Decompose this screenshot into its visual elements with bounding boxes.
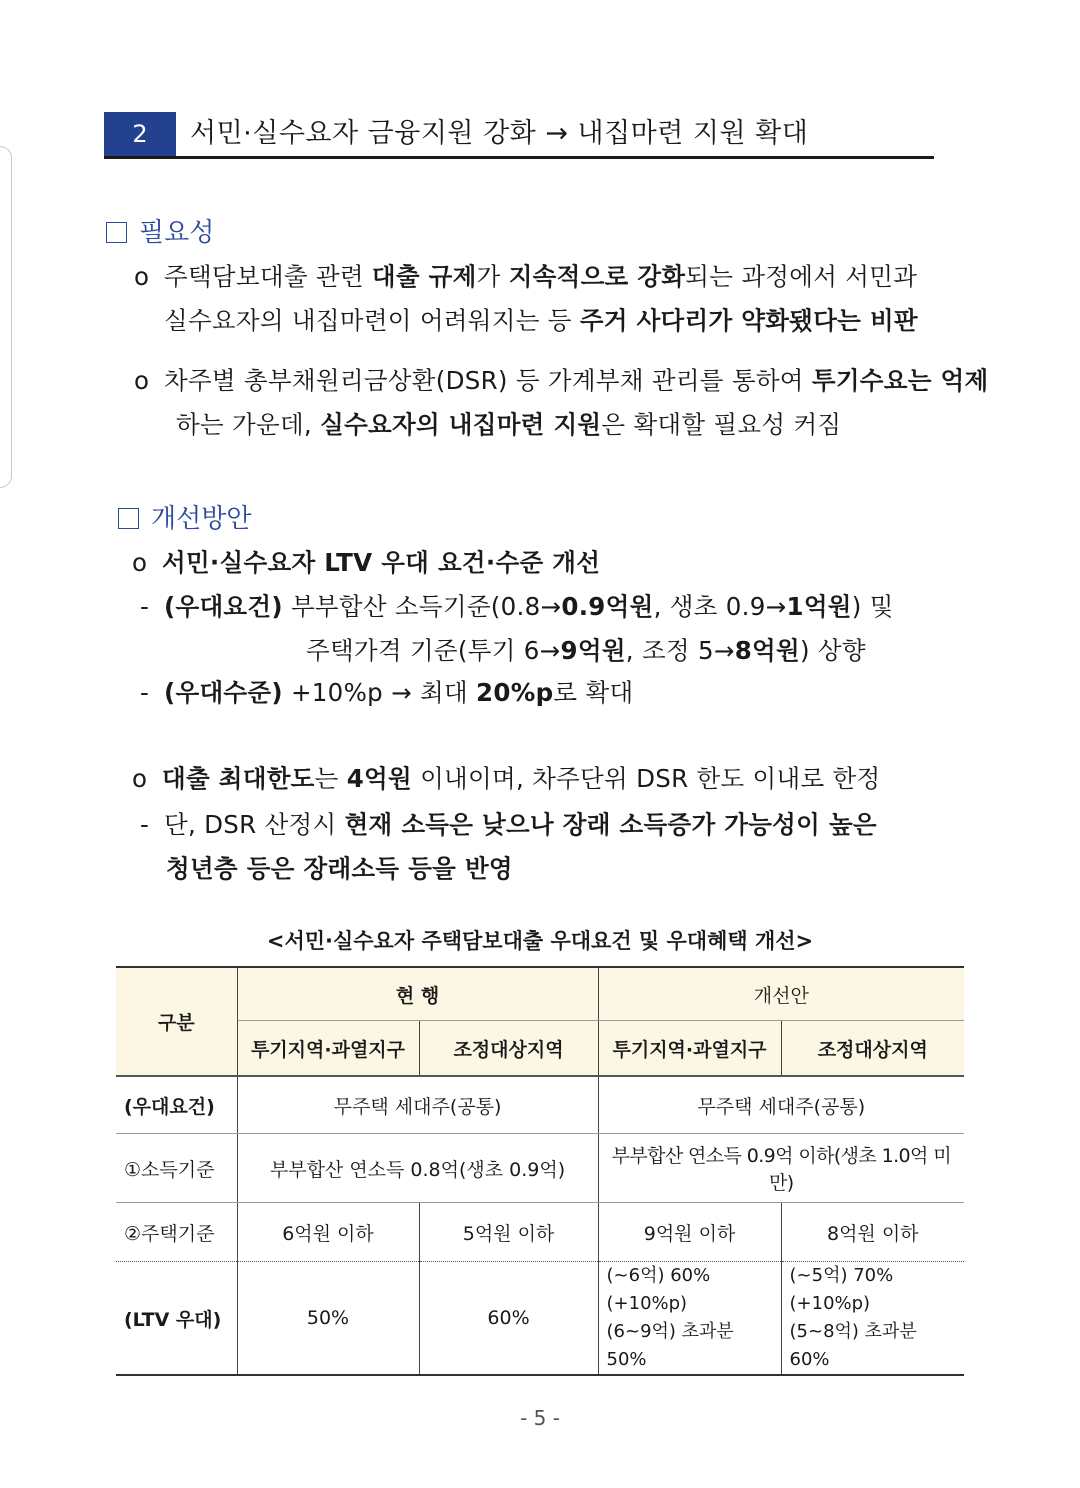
section-title-text: 서민·실수요자 금융지원 강화 → 내집마련 지원 확대 <box>190 118 809 149</box>
necessity-p1-line1 <box>134 260 917 294</box>
text-run: 로 확대 <box>553 678 634 707</box>
cell-new-requirement: 무주택 세대주(공통) <box>598 1076 964 1134</box>
title-underline <box>104 156 934 159</box>
circle-bullet: o <box>134 366 150 395</box>
improvement-p1 <box>132 546 600 580</box>
table-header-row <box>116 967 964 1021</box>
text-run-bold: 0.9억원 <box>561 592 654 621</box>
text-run-bold: 대출 최대한도 <box>162 764 315 793</box>
text-run: 부부합산 소득기준(0.8→ <box>282 592 562 621</box>
improvement-d1-line2 <box>306 634 866 668</box>
dash-bullet: - <box>140 810 150 839</box>
text-run-bold: 지속적으로 강화 <box>508 262 686 291</box>
ltv-line: (~6억) 60%(+10%p) <box>606 1265 711 1314</box>
row-label-ltv: (LTV 우대) <box>116 1262 237 1376</box>
text-run-bold: 9억원 <box>560 636 626 665</box>
text-run-bold: 8억원 <box>734 636 800 665</box>
cell-current-ltv-adjusted: 60% <box>419 1262 598 1376</box>
text-run-bold: 4억원 <box>346 764 412 793</box>
text-run: 단, DSR 산정시 <box>164 810 345 839</box>
text-run-bold: 주거 사다리가 약화됐다는 비판 <box>579 306 918 335</box>
row-label-income: ①소득기준 <box>116 1134 237 1203</box>
circle-bullet: o <box>134 262 150 291</box>
checkbox-square-icon <box>106 222 127 243</box>
header-current-speculative: 투기지역·과열지구 <box>237 1021 419 1077</box>
header-new-adjusted: 조정대상지역 <box>781 1021 964 1077</box>
text-run: ) 상향 <box>799 636 866 665</box>
circle-bullet: o <box>132 764 148 793</box>
text-run: 하는 가운데, <box>176 410 321 439</box>
page-edge <box>0 146 12 488</box>
text-run-bold: 현재 소득은 낮으나 장래 소득증가 가능성이 높은 <box>344 810 877 839</box>
cell-current-house-adjusted: 5억원 이하 <box>419 1203 598 1262</box>
improvement-heading-text: 개선방안 <box>151 504 252 534</box>
improvement-d2 <box>140 676 633 710</box>
ltv-line: (5~8억) 초과분 60% <box>789 1321 917 1370</box>
text-run: 는 <box>314 764 347 793</box>
text-run-bold: 1억원 <box>786 592 852 621</box>
text-run-bold: (우대요건) <box>164 592 283 621</box>
text-run: , 생초 0.9→ <box>653 592 787 621</box>
text-run: 주택담보대출 관련 <box>164 262 372 291</box>
text-run-bold: 대출 규제 <box>371 262 477 291</box>
table-row <box>116 1203 964 1262</box>
table-row <box>116 1076 964 1134</box>
cell-current-ltv-speculative: 50% <box>237 1262 419 1376</box>
cell-new-income: 부부합산 연소득 0.9억 이하(생초 1.0억 미만) <box>598 1134 964 1203</box>
text-run: 주택가격 기준(투기 6→ <box>306 636 561 665</box>
cell-current-requirement: 무주택 세대주(공통) <box>237 1076 598 1134</box>
dash-bullet: - <box>140 592 150 621</box>
comparison-table <box>116 966 964 1376</box>
text-run: 은 확대할 필요성 커짐 <box>601 410 842 439</box>
text-run: 가 <box>476 262 509 291</box>
necessity-heading <box>106 216 214 250</box>
header-current: 현 행 <box>237 967 598 1021</box>
text-run-bold: 실수요자의 내집마련 지원 <box>320 410 602 439</box>
dash-bullet: - <box>140 678 150 707</box>
header-category: 구분 <box>116 967 237 1076</box>
header-new: 개선안 <box>598 967 964 1021</box>
circle-bullet: o <box>132 548 148 577</box>
row-label-house: ②주택기준 <box>116 1203 237 1262</box>
checkbox-square-icon <box>118 508 139 529</box>
necessity-heading-text: 필요성 <box>139 218 215 248</box>
header-new-speculative: 투기지역·과열지구 <box>598 1021 781 1077</box>
text-run-bold: (우대수준) <box>164 678 283 707</box>
cell-new-house-speculative: 9억원 이하 <box>598 1203 781 1262</box>
row-label-requirement: (우대요건) <box>116 1076 237 1134</box>
improvement-d3-line1 <box>140 808 877 842</box>
ltv-line: (~5억) 70%(+10%p) <box>789 1265 894 1314</box>
text-run: 실수요자의 내집마련이 어려워지는 등 <box>164 306 580 335</box>
cell-new-ltv-speculative <box>598 1262 781 1376</box>
text-run: ) 및 <box>851 592 894 621</box>
header-current-adjusted: 조정대상지역 <box>419 1021 598 1077</box>
cell-new-house-adjusted: 8억원 이하 <box>781 1203 964 1262</box>
text-run: 되는 과정에서 서민과 <box>685 262 918 291</box>
text-run-bold: 서민·실수요자 LTV 우대 요건·수준 개선 <box>162 548 601 577</box>
improvement-heading <box>118 502 251 536</box>
necessity-p1-line2 <box>164 304 918 338</box>
improvement-d3-line2 <box>166 852 513 886</box>
table-row <box>116 1134 964 1203</box>
text-run: 차주별 총부채원리금상환(DSR) 등 가계부채 관리를 통하여 <box>164 366 812 395</box>
section-title <box>104 112 934 158</box>
cell-current-house-speculative: 6억원 이하 <box>237 1203 419 1262</box>
necessity-p2-line2 <box>176 408 841 442</box>
cell-current-income: 부부합산 연소득 0.8억(생초 0.9억) <box>237 1134 598 1203</box>
text-run-bold: 20%p <box>476 678 554 707</box>
cell-new-ltv-adjusted <box>781 1262 964 1376</box>
text-run-bold: 청년층 등은 장래소득 등을 반영 <box>166 854 513 883</box>
ltv-line: (6~9억) 초과분 50% <box>606 1321 734 1370</box>
improvement-d1-line1 <box>140 590 894 624</box>
table-caption: <서민·실수요자 주택담보대출 우대요건 및 우대혜택 개선> <box>266 929 814 953</box>
section-number: 2 <box>104 112 176 156</box>
text-run: 이내이며, 차주단위 DSR 한도 이내로 한정 <box>411 764 881 793</box>
text-run: , 조정 5→ <box>625 636 735 665</box>
page-number: - 5 - <box>520 1406 560 1430</box>
table-subheader-row <box>116 1021 964 1077</box>
text-run-bold: 투기수요는 억제 <box>811 366 989 395</box>
table-row <box>116 1262 964 1376</box>
improvement-p2 <box>132 762 880 796</box>
text-run: +10%p → 최대 <box>282 678 477 707</box>
necessity-p2-line1 <box>134 364 988 398</box>
